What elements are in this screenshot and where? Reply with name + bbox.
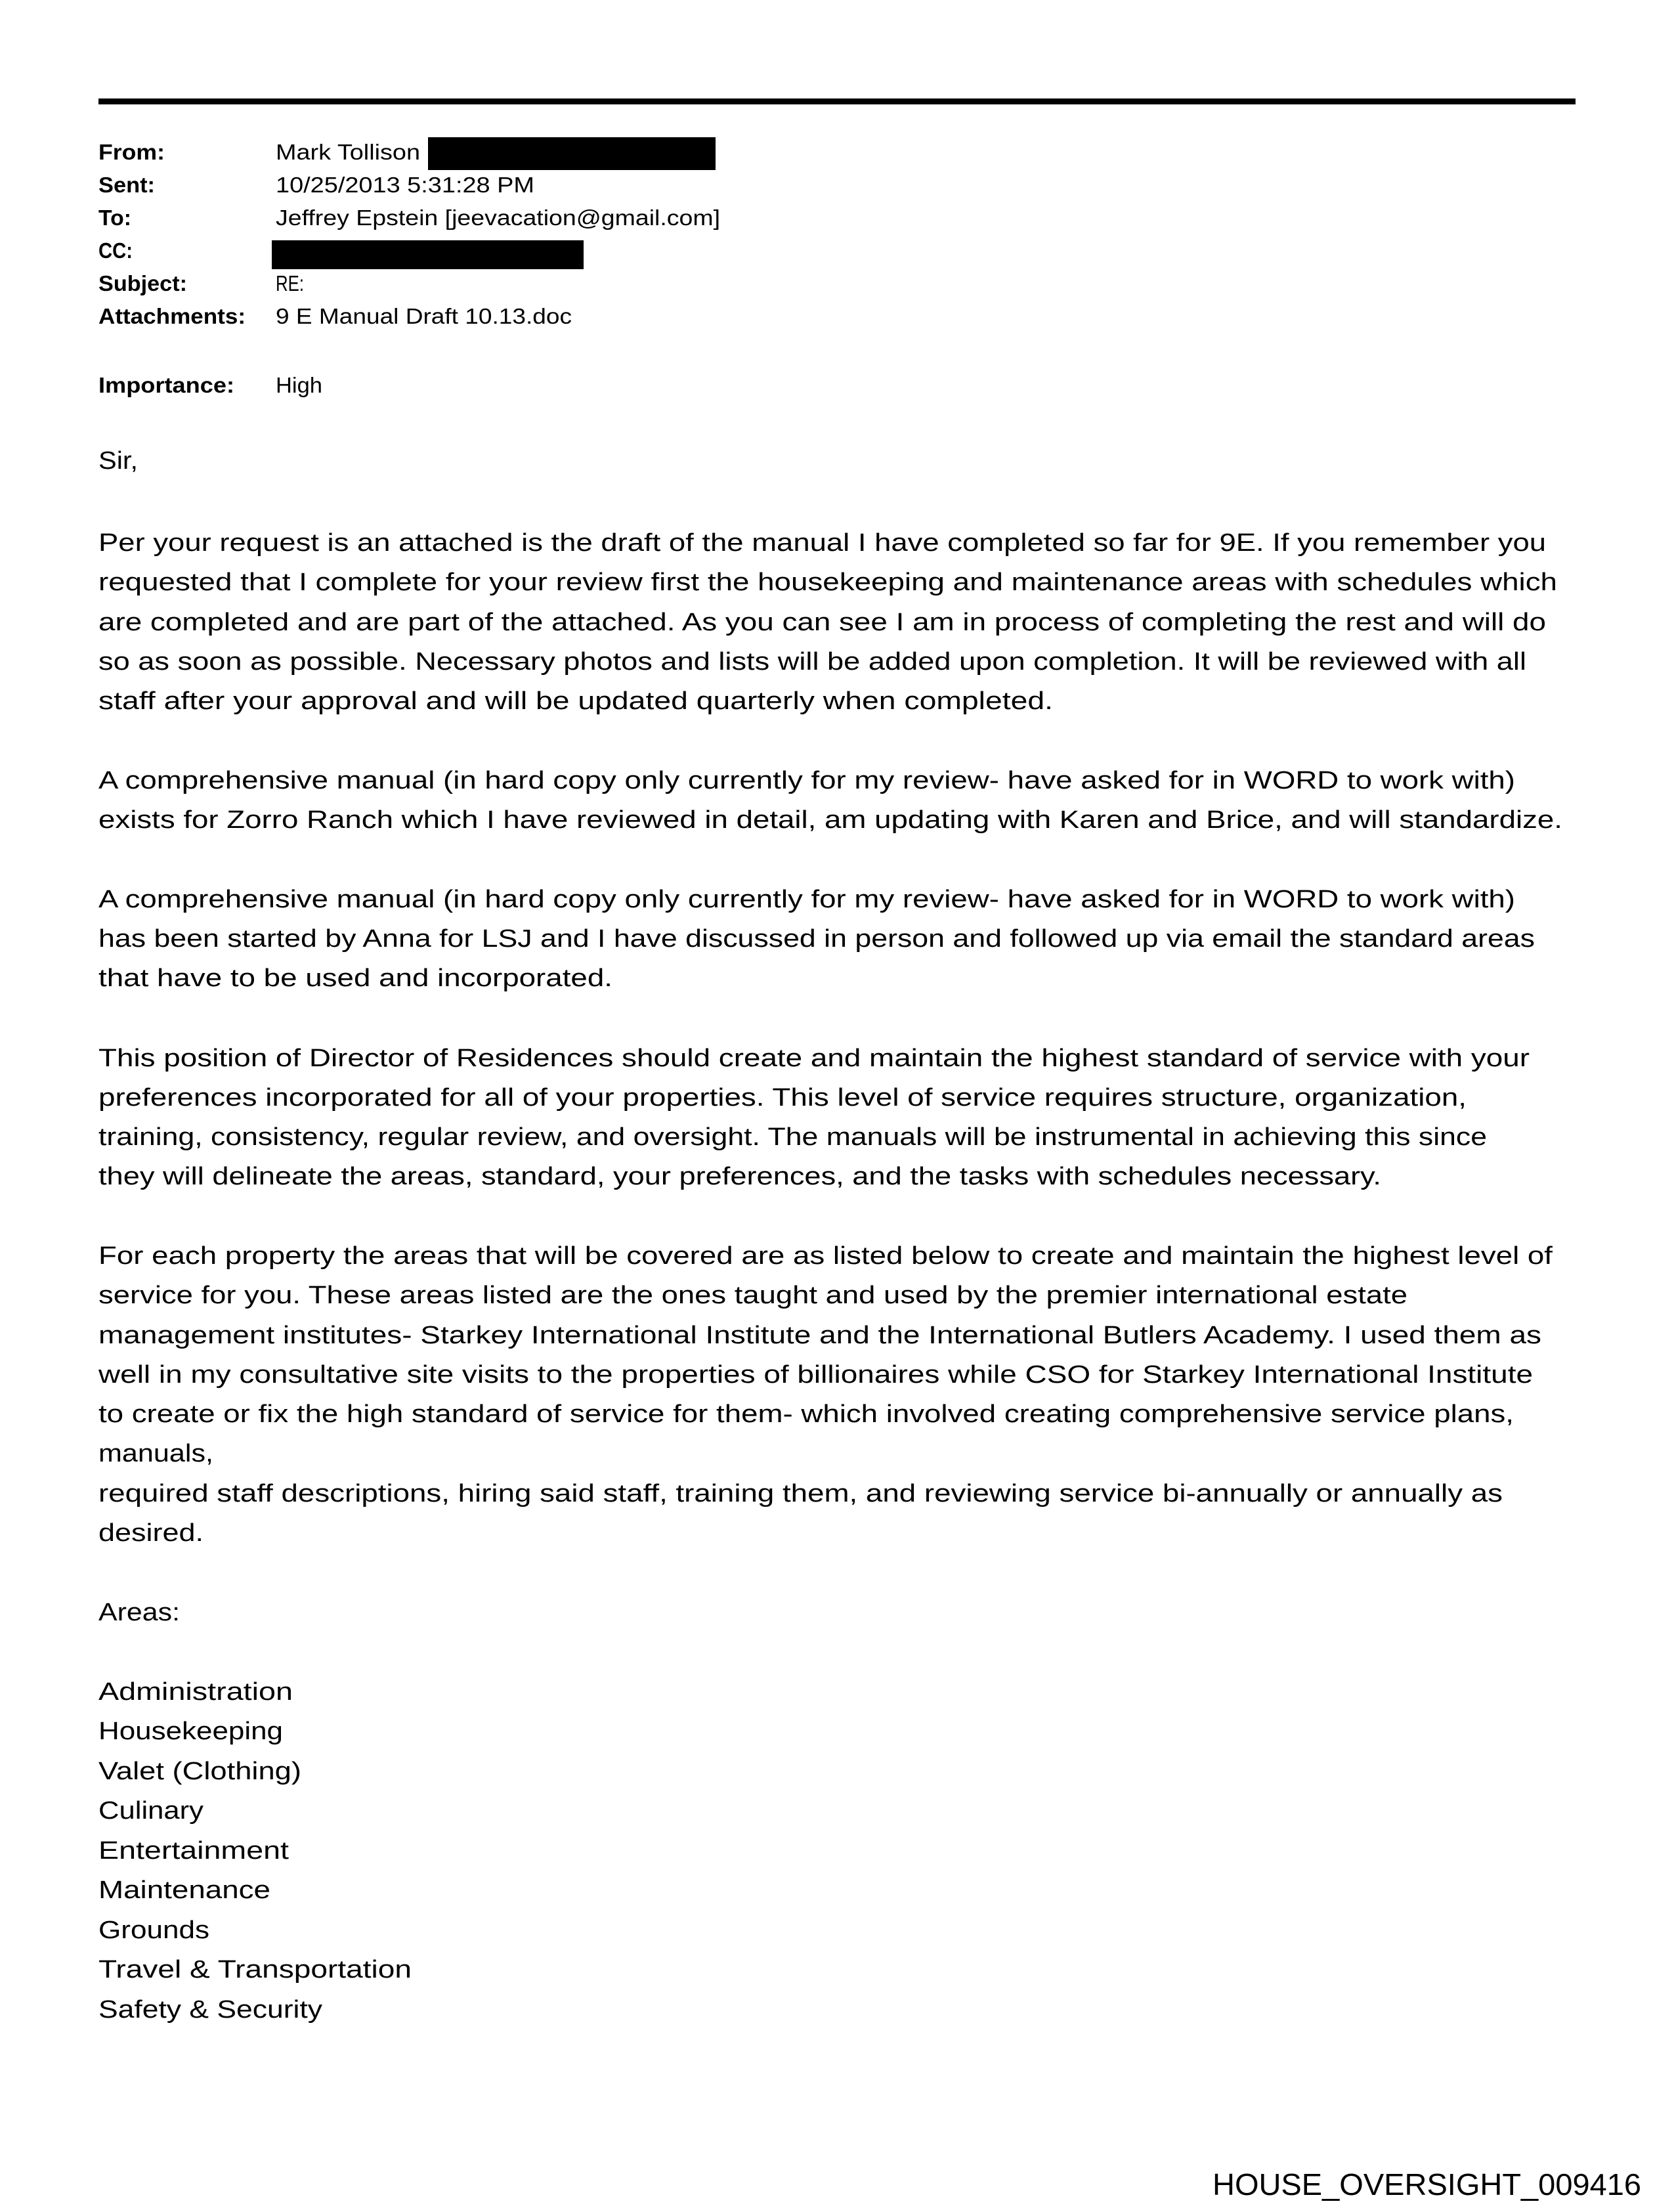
body-line: management institutes- Starkey International Institute and the International Butlers Academy. I used them as — [98, 1321, 1541, 1349]
list-item: Administration — [98, 1678, 293, 1706]
body-line: training, consistency, regular review, and oversight. The manuals will be instrumental in achieving this since — [98, 1123, 1487, 1151]
body-line: are completed and are part of the attached. As you can see I am in process of completing the rest and will do — [98, 608, 1546, 636]
body-line: Per your request is an attached is the draft of the manual I have completed so far for 9E. If you remember you — [98, 529, 1546, 557]
list-item: Valet (Clothing) — [98, 1757, 301, 1785]
sent-value: 10/25/2013 5:31:28 PM — [276, 173, 534, 198]
bates-number: HOUSE_OVERSIGHT_009416 — [1213, 2167, 1641, 2202]
salutation: Sir, — [98, 446, 138, 475]
list-item: Culinary — [98, 1796, 204, 1825]
body-line: This position of Director of Residences should create and maintain the highest standard of service with your — [98, 1044, 1530, 1072]
from-value: Mark Tollison — [276, 140, 420, 165]
body-line: manuals, — [98, 1439, 213, 1467]
to-label: To: — [98, 206, 131, 230]
body-line: service for you. These areas listed are the ones taught and used by the premier international estate — [98, 1281, 1407, 1309]
body-line: desired. — [98, 1519, 204, 1547]
subject-label: Subject: — [98, 271, 187, 296]
from-redaction-box — [428, 137, 716, 170]
importance-value: High — [276, 373, 322, 398]
from-label: From: — [98, 140, 165, 165]
cc-label: CC: — [98, 238, 133, 263]
subject-value: RE: — [276, 271, 304, 296]
areas-heading: Areas: — [98, 1598, 180, 1626]
list-item: Travel & Transportation — [98, 1955, 412, 1984]
body-line: to create or fix the high standard of service for them- which involved creating comprehensive service plans, — [98, 1400, 1514, 1428]
body-line: preferences incorporated for all of your properties. This level of service requires structure, organization, — [98, 1083, 1467, 1112]
body-line: has been started by Anna for LSJ and I have discussed in person and followed up via email the standard areas — [98, 924, 1535, 953]
body-line: that have to be used and incorporated. — [98, 964, 612, 992]
list-item: Housekeeping — [98, 1717, 283, 1745]
body-line: A comprehensive manual (in hard copy only currently for my review- have asked for in WORD to work with) — [98, 885, 1515, 913]
attachments-label: Attachments: — [98, 304, 246, 329]
list-item: Safety & Security — [98, 1995, 322, 2024]
body-line: For each property the areas that will be covered are as listed below to create and maintain the highest level of — [98, 1242, 1553, 1270]
attachment-filename[interactable]: 9 E Manual Draft 10.13.doc — [276, 304, 572, 329]
cc-redaction-box — [272, 240, 584, 269]
header-divider-rule — [98, 98, 1576, 104]
body-line: requested that I complete for your review first the housekeeping and maintenance areas with schedules which — [98, 568, 1557, 596]
body-line: exists for Zorro Ranch which I have reviewed in detail, am updating with Karen and Brice, and will standardize. — [98, 806, 1562, 834]
list-item: Entertainment — [98, 1836, 289, 1865]
importance-label: Importance: — [98, 373, 234, 398]
body-line: required staff descriptions, hiring said staff, training them, and reviewing service bi-annually or annually as — [98, 1479, 1503, 1507]
body-line: they will delineate the areas, standard, your preferences, and the tasks with schedules necessary. — [98, 1162, 1381, 1190]
to-value: Jeffrey Epstein [jeevacation@gmail.com] — [276, 206, 720, 230]
list-item: Maintenance — [98, 1876, 270, 1904]
body-line: A comprehensive manual (in hard copy only currently for my review- have asked for in WORD to work with) — [98, 766, 1515, 794]
body-line: well in my consultative site visits to the properties of billionaires while CSO for Starkey International Institute — [98, 1360, 1533, 1389]
body-line: so as soon as possible. Necessary photos and lists will be added upon completion. It will be reviewed with all — [98, 647, 1526, 676]
sent-label: Sent: — [98, 173, 155, 198]
body-line: staff after your approval and will be updated quarterly when completed. — [98, 687, 1053, 715]
list-item: Grounds — [98, 1916, 209, 1944]
